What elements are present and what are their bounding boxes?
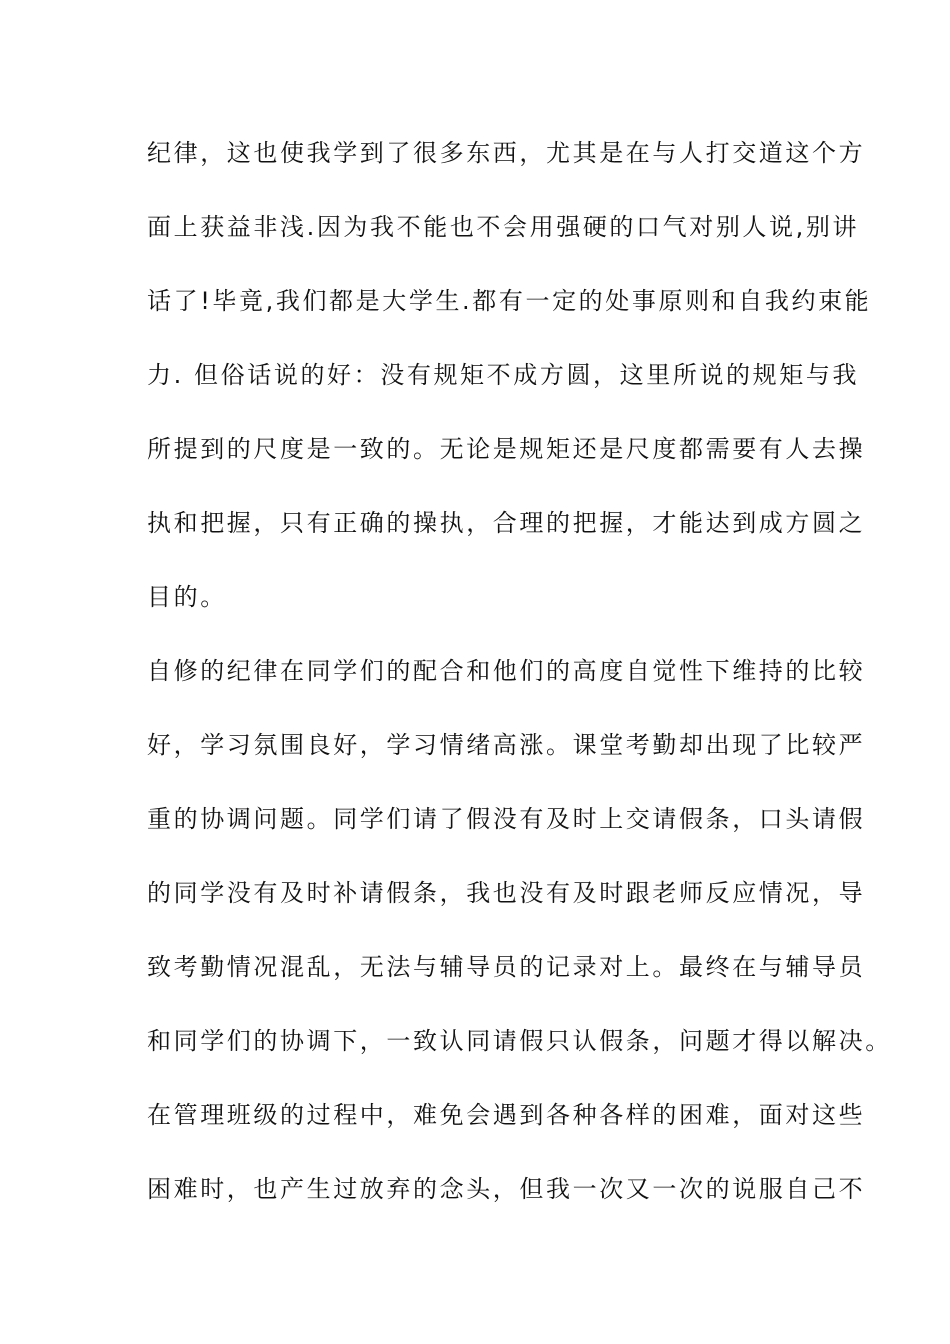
text-line: 目的。 xyxy=(147,583,227,611)
text-line: 面上获益非浅.因为我不能也不会用强硬的口气对别人说,别讲 xyxy=(147,213,860,241)
text-line: 纪律，这也使我学到了很多东西，尤其是在与人打交道这个方 xyxy=(147,139,866,167)
text-line: 困难时，也产生过放弃的念头，但我一次又一次的说服自己不 xyxy=(147,1175,866,1203)
text-line: 的同学没有及时补请假条，我也没有及时跟老师反应情况，导 xyxy=(147,879,866,907)
text-line: 所提到的尺度是一致的。无论是规矩还是尺度都需要有人去操 xyxy=(147,435,866,463)
text-line: 和同学们的协调下，一致认同请假只认假条，问题才得以解决。 xyxy=(147,1027,892,1055)
text-line: 力. 但俗话说的好：没有规矩不成方圆，这里所说的规矩与我 xyxy=(147,361,860,389)
text-line: 好，学习氛围良好，学习情绪高涨。课堂考勤却出现了比较严 xyxy=(147,731,866,759)
text-line: 执和把握，只有正确的操执，合理的把握，才能达到成方圆之 xyxy=(147,509,866,537)
text-line: 致考勤情况混乱，无法与辅导员的记录对上。最终在与辅导员 xyxy=(147,953,866,981)
text-line: 在管理班级的过程中，难免会遇到各种各样的困难，面对这些 xyxy=(147,1101,866,1129)
text-line: 话了!毕竟,我们都是大学生.都有一定的处事原则和自我约束能 xyxy=(147,287,872,315)
text-line: 重的协调问题。同学们请了假没有及时上交请假条，口头请假 xyxy=(147,805,866,833)
body-text xyxy=(147,128,892,1238)
text-line: 自修的纪律在同学们的配合和他们的高度自觉性下维持的比较 xyxy=(147,657,866,685)
